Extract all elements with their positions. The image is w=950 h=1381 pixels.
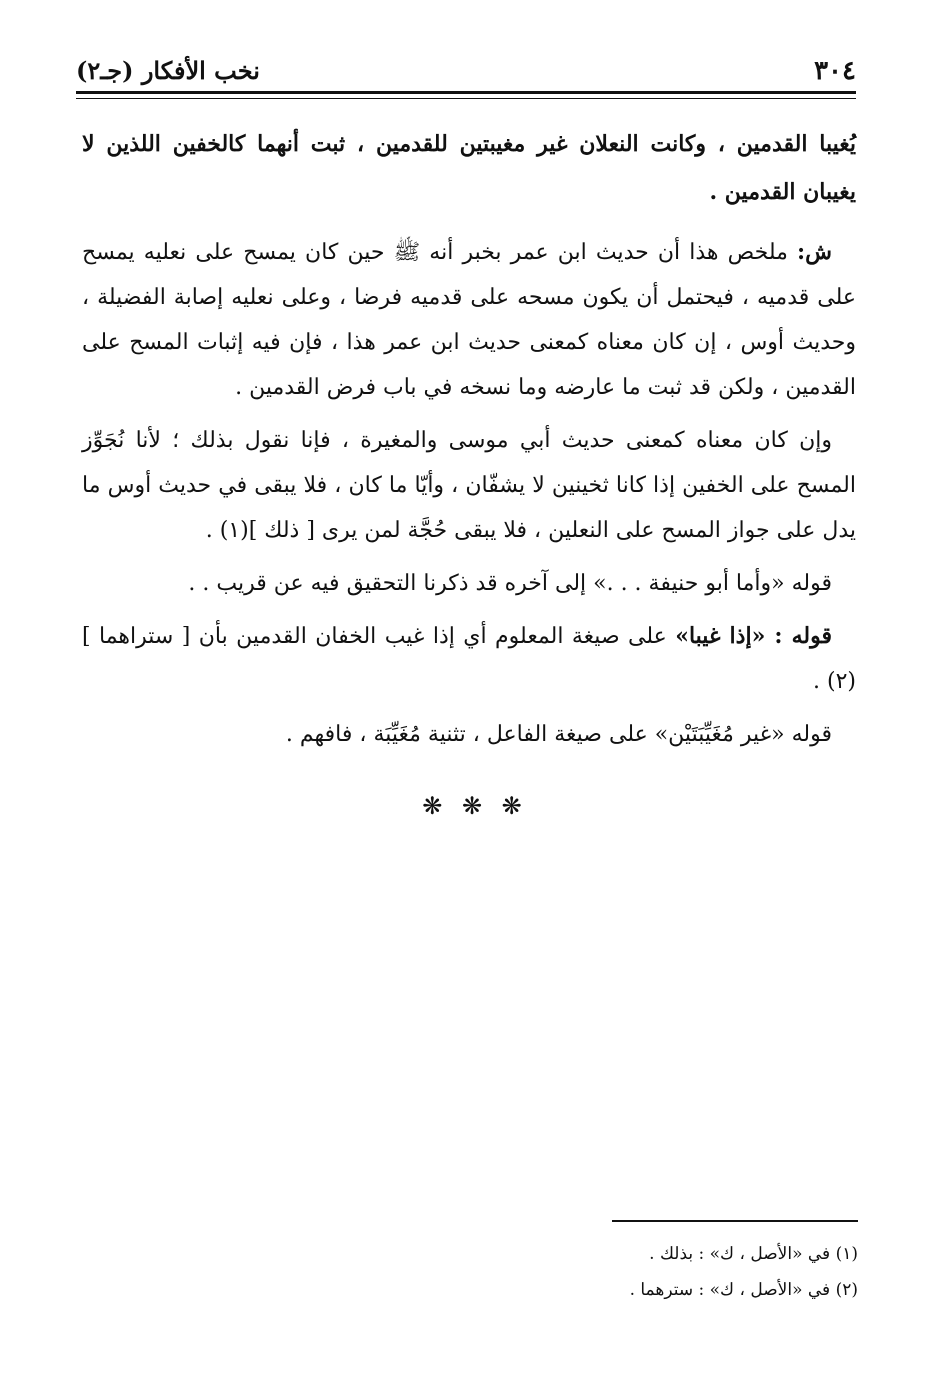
footnote-2: (٢) في «الأصل ، ك» : سترهما .: [629, 1280, 858, 1300]
intro-paragraph: يُغيبا القدمين ، وكانت النعلان غير مغيبتين للقدمين ، ثبت أنهما كالخفين اللذين لا يغيبان القدمين .: [82, 131, 856, 205]
header-rule-thick: [76, 91, 856, 94]
commentary-marker: ش:: [797, 239, 832, 265]
footnote-rule: [612, 1220, 858, 1222]
paragraph-5: قوله «غير مُغَيِّبَتَيْن» على صيغة الفاعل ، تثنية مُغَيِّبَة ، فافهم .: [285, 722, 832, 747]
paragraph-2: وإن كان معناه كمعنى حديث أبي موسى والمغيرة ، فإنا نقول بذلك ؛ لأنا نُجَوِّز المسح على الخفين إذا كانا ثخينين لا يشفّان ، وأيّا ما كان ، فلا يبقى في حديث أوس ما يدل على جواز المسح على النعلين ، فلا يبقى حُجَّة لمن يرى [ ذلك ](١) .: [82, 428, 856, 543]
footnotes: [358, 1236, 858, 1308]
page-header: [76, 52, 856, 92]
main-text: [82, 120, 856, 765]
section-separator: ❋ ❋ ❋: [422, 792, 528, 820]
page-number: ٣٠٤: [814, 56, 856, 86]
header-rule-thin: [76, 98, 856, 99]
paragraph-4-lead: قوله : «إذا غيبا»: [675, 623, 832, 649]
running-title: نخب الأفكار (جـ٢): [76, 56, 260, 85]
paragraph-4: [82, 614, 856, 704]
footnote-1: (١) في «الأصل ، ك» : بذلك .: [649, 1244, 858, 1264]
commentary-paragraph: [82, 230, 856, 410]
commentary-text: ملخص هذا أن حديث ابن عمر بخبر أنه ﷺ حين كان يمسح على نعليه يمسح على قدميه ، فيحتمل أن يكون مسحه على قدميه فرضا ، وعلى نعليه إصابة الفضيلة ، وحديث أوس ، إن كان معناه كمعنى حديث ابن عمر هذا ، فإن فيه إثبات المسح على القدمين ، ولكن قد ثبت ما عارضه وما نسخه في باب فرض القدمين .: [82, 240, 856, 400]
paragraph-3: قوله «وأما أبو حنيفة . . .» إلى آخره قد ذكرنا التحقيق فيه عن قريب . .: [188, 571, 832, 596]
paragraph-4-text: على صيغة المعلوم أي إذا غيب الخفان القدمين بأن [ ستراهما ](٢) .: [82, 624, 856, 694]
